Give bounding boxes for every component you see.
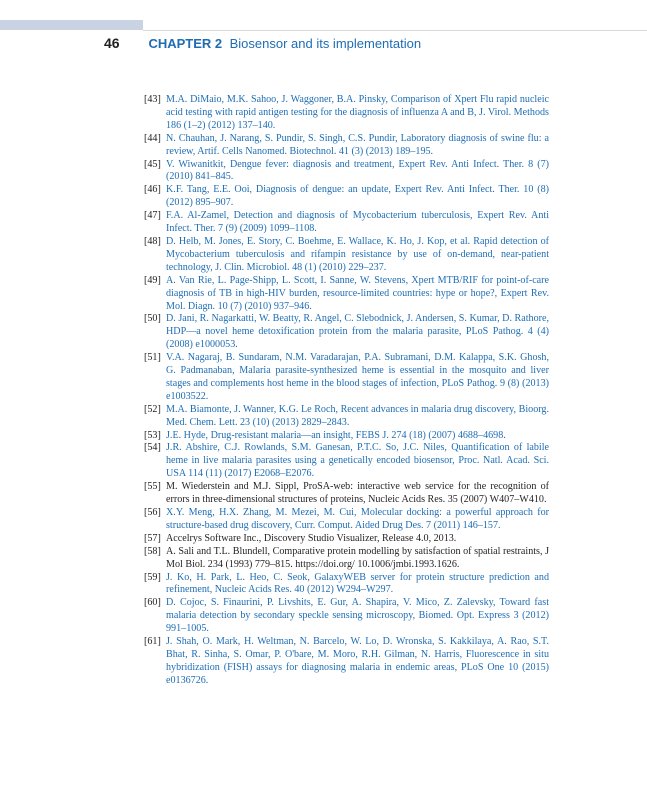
- reference-link[interactable]: J. Ko, H. Park, L. Heo, C. Seok, GalaxyWEB server for protein structure prediction and refinement, Nucleic Acids Res. 40 (2012) W294–W297.: [166, 571, 549, 596]
- header-accent-bar: [0, 20, 143, 30]
- reference-number: [49]: [144, 274, 161, 286]
- reference-item: [144, 636, 549, 688]
- reference-item: [144, 275, 549, 314]
- reference-link[interactable]: V.A. Nagaraj, B. Sundaram, N.M. Varadarajan, P.A. Subramani, D.M. Kalappa, S.K. Ghosh, G. Padmanaban, Malaria parasite-synthesized heme is essential in the mosquito and liver stages and complements host heme in the blood stages of infection, PLoS Pathog. 9 (8) (2013) e1003522.: [166, 352, 549, 402]
- reference-number: [45]: [144, 158, 161, 170]
- reference-link[interactable]: M.A. DiMaio, M.K. Sahoo, J. Waggoner, B.A. Pinsky, Comparison of Xpert Flu rapid nucleic acid testing with rapid antigen testing for the diagnosis of influenza A and B, J. Virol. Methods 186 (1–2) (2012) 137–140.: [166, 94, 549, 131]
- reference-list: [144, 94, 549, 688]
- reference-item: [144, 442, 549, 481]
- reference-item: [144, 313, 549, 352]
- reference-link[interactable]: D. Helb, M. Jones, E. Story, C. Boehme, E. Wallace, K. Ho, J. Kop, et al. Rapid detection of Mycobacterium tuberculosis and rifampin resistance by use of on-demand, near-patient technology, J. Clin. Microbiol. 48 (1) (2010) 229–237.: [166, 235, 549, 273]
- reference-number: [53]: [144, 429, 161, 441]
- reference-item: [144, 546, 549, 572]
- reference-number: [44]: [144, 132, 161, 144]
- reference-item: [144, 94, 549, 133]
- reference-number: [43]: [144, 94, 161, 105]
- reference-number: [59]: [144, 571, 161, 583]
- reference-number: [54]: [144, 442, 161, 454]
- reference-link[interactable]: V. Wiwanitkit, Dengue fever: diagnosis and treatment, Expert Rev. Anti Infect. Ther. 8 (7) (2010) 841–845.: [166, 158, 549, 183]
- reference-link[interactable]: J.E. Hyde, Drug-resistant malaria—an insight, FEBS J. 274 (18) (2007) 4688–4698.: [166, 429, 506, 441]
- reference-item: [144, 533, 549, 546]
- reference-number: [61]: [144, 636, 161, 648]
- reference-link[interactable]: F.A. Al-Zamel, Detection and diagnosis of Mycobacterium tuberculosis, Expert Rev. Anti Infect. Ther. 7 (9) (2009) 1099–1108.: [166, 210, 549, 235]
- reference-link[interactable]: A. Van Rie, L. Page-Shipp, L. Scott, I. Sanne, W. Stevens, Xpert MTB/RIF for point-of-care diagnosis of TB in high-HIV burden, resource-limited countries: hype or hope?, Expert Rev. Mol. Diagn. 10 (7) (2010) 937–946.: [166, 274, 549, 312]
- reference-link[interactable]: D. Cojoc, S. Finaurini, P. Livshits, E. Gur, A. Shapira, V. Mico, Z. Zalevsky, Toward fast malaria detection by secondary speckle sensing microscopy, Biomed. Opt. Express 3 (2012) 991–1005.: [166, 597, 549, 635]
- reference-text: Accelrys Software Inc., Discovery Studio Visualizer, Release 4.0, 2013.: [166, 532, 457, 544]
- reference-number: [46]: [144, 184, 161, 196]
- reference-number: [51]: [144, 352, 161, 364]
- reference-link[interactable]: D. Jani, R. Nagarkatti, W. Beatty, R. Angel, C. Slebodnick, J. Andersen, S. Kumar, D. Rathore, HDP—a novel heme detoxification protein from the malaria parasite, PLoS Pathog. 4 (4) (2008) e1000053.: [166, 313, 549, 351]
- reference-item: [144, 597, 549, 636]
- reference-number: [55]: [144, 481, 161, 493]
- reference-link[interactable]: M.A. Biamonte, J. Wanner, K.G. Le Roch, Recent advances in malaria drug discovery, Bioorg. Med. Chem. Lett. 23 (10) (2013) 2829–2843.: [166, 403, 549, 428]
- reference-link[interactable]: X.Y. Meng, H.X. Zhang, M. Mezei, M. Cui, Molecular docking: a powerful approach for structure-based drug discovery, Curr. Comput. Aided Drug Des. 7 (2011) 146–157.: [166, 507, 549, 531]
- reference-number: [56]: [144, 507, 161, 518]
- reference-number: [50]: [144, 313, 161, 325]
- reference-number: [57]: [144, 532, 161, 544]
- reference-link[interactable]: K.F. Tang, E.E. Ooi, Diagnosis of dengue: an update, Expert Rev. Anti Infect. Ther. 10 (8) (2012) 895–907.: [166, 184, 549, 209]
- chapter-label: CHAPTER 2: [148, 36, 223, 51]
- reference-link[interactable]: N. Chauhan, J. Narang, S. Pundir, S. Singh, C.S. Pundir, Laboratory diagnosis of swine flu: a review, Artif. Cells Nanomed. Biotechnol. 41 (3) (2013) 189–195.: [166, 132, 549, 157]
- reference-item: [144, 481, 549, 507]
- reference-number: [52]: [144, 403, 161, 415]
- reference-item: [144, 159, 549, 185]
- reference-item: [144, 352, 549, 404]
- reference-number: [47]: [144, 210, 161, 222]
- reference-text: M. Wiederstein and M.J. Sippl, ProSA-web: interactive web service for the recognition of errors in three-dimensional structures of proteins, Nucleic Acids Res. 35 (2007) W407–W410.: [166, 481, 549, 506]
- reference-link[interactable]: J.R. Abshire, C.J. Rowlands, S.M. Ganesan, P.T.C. So, J.C. Niles, Quantification of labile heme in live malaria parasites using a genetically encoded biosensor, Proc. Natl. Acad. Sci. USA 114 (11) (2017) E2068–E2076.: [166, 442, 549, 480]
- reference-item: [144, 133, 549, 159]
- reference-item: [144, 507, 549, 533]
- header-rule: [143, 30, 647, 31]
- chapter-title: Biosensor and its implementation: [229, 36, 422, 51]
- reference-item: [144, 430, 549, 443]
- reference-item: [144, 184, 549, 210]
- page-number: 46: [104, 35, 120, 51]
- reference-link[interactable]: J. Shah, O. Mark, H. Weltman, N. Barcelo, W. Lo, D. Wronska, S. Kakkilaya, A. Rao, S.T. Bhat, R. Sinha, S. Omar, P. O'bare, M. Moro, R.H. Gilman, N. Harris, Fluorescence in situ hybridization (FISH) assays for diagnosing malaria in endemic areas, PLoS One 10 (2015) e0136726.: [166, 636, 549, 686]
- reference-number: [48]: [144, 235, 161, 247]
- reference-item: [144, 236, 549, 275]
- reference-item: [144, 210, 549, 236]
- reference-item: [144, 572, 549, 598]
- running-header: [104, 35, 421, 55]
- reference-number: [58]: [144, 545, 161, 557]
- reference-item: [144, 404, 549, 430]
- reference-text: A. Sali and T.L. Blundell, Comparative protein modelling by satisfaction of spatial restraints, J Mol Biol. 234 (1993) 779–815. https://doi.org/ 10.1006/jmbi.1993.1626.: [166, 545, 549, 570]
- reference-number: [60]: [144, 597, 161, 609]
